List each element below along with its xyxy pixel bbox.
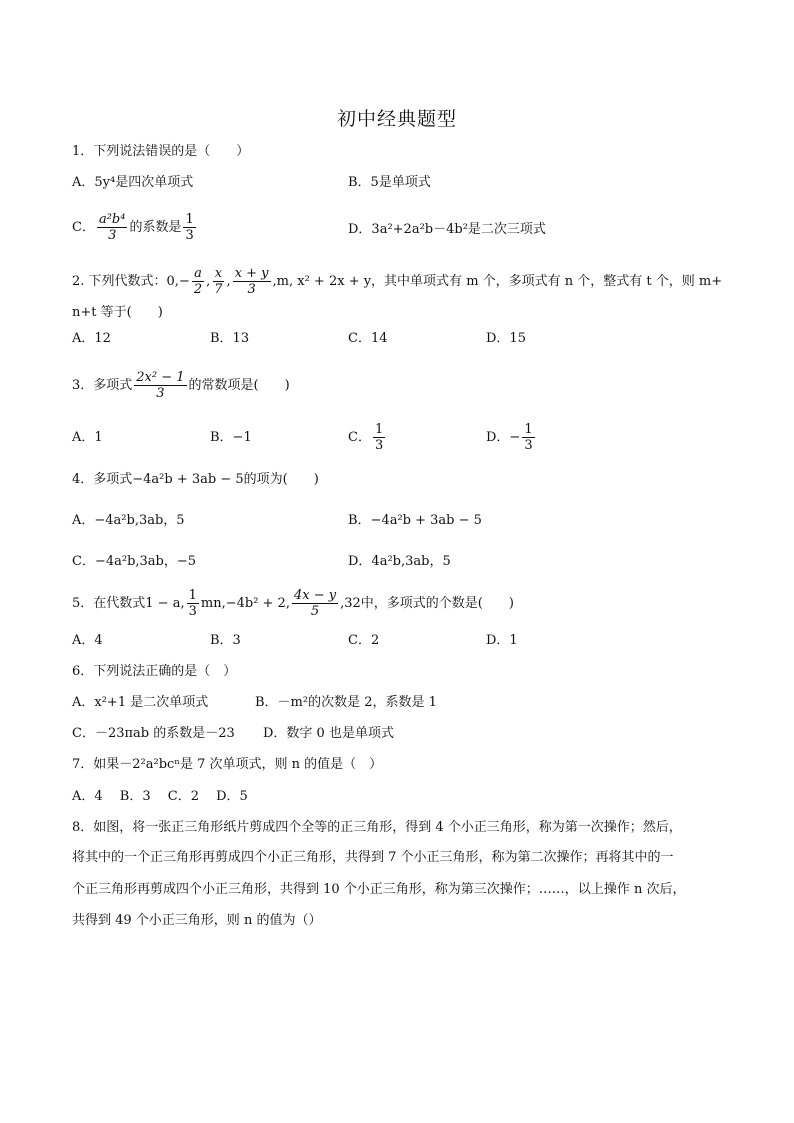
fraction-numerator: 1 [374,422,384,437]
question-4-option-c: C．−4a²b,3ab，−5 [72,554,197,569]
q2-prefix: 2. 下列代数式：0,− [72,274,190,289]
question-5-option-c: C．2 [348,633,380,648]
question-1-option-b: B．5是单项式 [348,175,431,190]
fraction-numerator: a²b⁴ [98,212,126,227]
fraction-numerator: a [194,266,202,281]
question-6-option-a: A．x²+1 是二次单项式 [72,695,209,710]
question-7-stem: 7．如果－2²a²bcⁿ是 7 次单项式，则 n 的值是（ ） [72,757,383,772]
question-6-option-b: B．－m²的次数是 2，系数是 1 [255,695,437,710]
question-2-option-b: B．13 [210,331,250,346]
question-3-option-c [348,418,387,458]
fraction-denominator: 7 [214,282,223,297]
question-4-option-b: B．−4a²b + 3ab − 5 [348,513,482,528]
fraction [233,266,271,297]
q5-prefix: 5．在代数式1 − a, [72,596,185,611]
question-2-option-d: D．15 [486,331,526,346]
option-c-label: C． [72,220,95,235]
fraction [212,266,224,297]
fraction [192,266,204,297]
question-2-line-2: n+t 等于( ) [72,305,163,320]
question-8-line-3: 个正三角形再剪成四个小正三角形，共得到 10 个小正三角形，称为第三次操作；……，以上操作 n 次后， [72,882,686,897]
question-2-stem: 2. 下列代数式：0,− $\frac{a}{2}$ , $\frac{x}{7}$ , $\frac{x + y}{3}$ ,m, x² + 2x + y，其中单项式有 m 个，多项式有 n 个，整式有 t 个，则 m+ [72,266,723,297]
question-5-option-d: D．1 [486,633,518,648]
question-3-option-d [486,418,537,458]
question-6-stem: 6．下列说法正确的是（ ） [72,664,237,679]
fraction [522,422,534,453]
fraction-denominator: 3 [156,386,165,401]
question-8-line-2: 将其中的一个正三角形再剪成四个小正三角形，共得到 7 个小正三角形，称为第二次操作；再将其中的一 [72,850,674,865]
question-1-option-d: D．3a²+2a²b－4b²是二次三项式 [348,222,546,237]
fraction-numerator: x + y [234,266,269,281]
fraction [292,588,338,619]
fraction-denominator: 2 [193,282,203,297]
fraction-numerator: 1 [188,588,197,603]
fraction [134,370,186,401]
fraction-denominator: 3 [247,282,256,297]
question-2-option-a: A．12 [72,331,111,346]
fraction-denominator: 3 [374,438,384,453]
fraction [97,212,128,243]
q2-tail: ,m, x² + 2x + y，其中单项式有 m 个，多项式有 n 个，整式有 t 个，则 m+ [272,274,723,289]
question-3-option-a: A．1 [72,430,103,445]
question-1-stem: 1．下列说法错误的是（ ） [72,144,250,159]
question-5-option-a: A．4 [72,633,103,648]
fraction-numerator: x [214,266,223,281]
fraction-denominator: 3 [185,228,194,243]
question-4-option-d: D．4a²b,3ab，5 [348,554,451,569]
fraction-numerator: 4x − y [293,588,337,603]
q5-mid: mn,−4b² + 2, [200,596,290,611]
question-6-option-c: C．－23πab 的系数是－23 [72,726,235,741]
fraction [373,422,385,453]
question-4-stem: 4．多项式−4a²b + 3ab − 5的项为( ) [72,472,319,487]
question-2-option-c: C．14 [348,331,388,346]
fraction-denominator: 5 [310,604,320,619]
page-title: 初中经典题型 [336,108,457,130]
option-c-label: C． [348,430,371,445]
question-8-line-1: 8．如图，将一张正三角形纸片剪成四个全等的正三角形，得到 4 个小正三角形，称为第一次操作；然后， [72,820,682,835]
question-5-stem [72,584,514,624]
fraction-numerator: 1 [524,422,533,437]
option-c-text: 的系数是 [129,220,182,235]
question-1-option-a: A．5y⁴是四次单项式 [72,175,194,190]
fraction [187,588,199,619]
fraction [183,212,195,243]
option-d-label: D．− [486,430,521,445]
fraction-denominator: 3 [524,438,533,453]
question-4-option-a: A．−4a²b,3ab，5 [72,513,185,528]
question-6-option-d: D．数字 0 也是单项式 [263,726,394,741]
question-8-line-4: 共得到 49 个小正三角形，则 n 的值为（） [72,913,322,928]
question-3-stem [72,366,290,406]
question-5-option-b: B．3 [210,633,241,648]
fraction-numerator: 2x² − 1 [136,370,185,385]
question-3-option-b: B．−1 [210,430,252,445]
q3-prefix: 3．多项式 [72,378,133,393]
fraction-denominator: 3 [188,604,197,619]
fraction-denominator: 3 [108,228,117,243]
q5-suffix: ,32中，多项式的个数是( ) [340,596,514,611]
question-7-options: A．4 B．3 C．2 D．5 [72,789,248,804]
q3-suffix: 的常数项是( ) [188,378,290,393]
question-1-option-c [72,208,198,248]
fraction-numerator: 1 [185,212,194,227]
